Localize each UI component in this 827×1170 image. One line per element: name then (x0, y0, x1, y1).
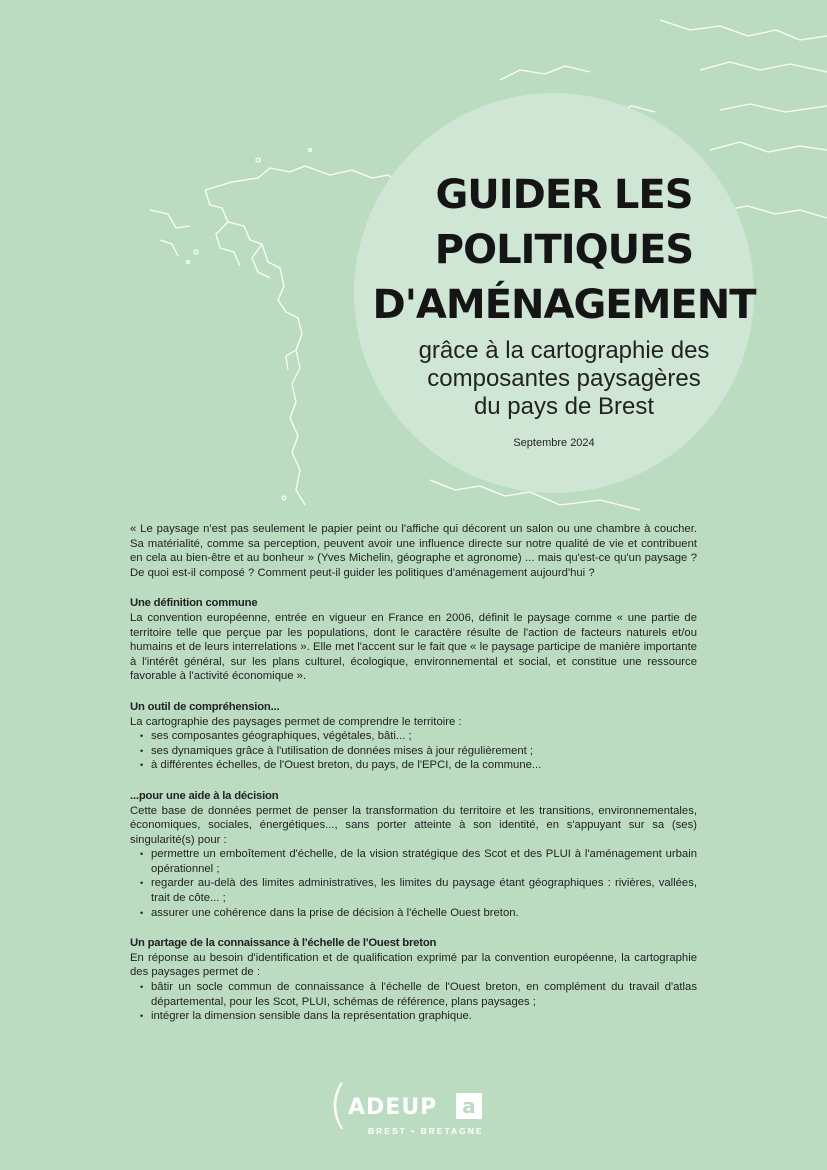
title-line-2: POLITIQUES (434, 227, 694, 273)
bullet-list (130, 729, 697, 773)
list-item: • permettre un emboîtement d'échelle, de la vision stratégique des Scot et des PLUI à l'aménagement urbain opérationnel ; (130, 847, 697, 876)
section-heading: Un outil de compréhension... (130, 700, 280, 713)
logo-bracket-icon: ( (328, 1075, 349, 1135)
logo-wordmark-suffix: a (456, 1093, 482, 1119)
list-item: • à différentes échelles, de l'Ouest breton, du pays, de l'EPCI, de la commune... (130, 758, 697, 773)
title-line-1: GUIDER LES (435, 172, 693, 218)
section-heading: Un partage de la connaissance à l'échelle de l'Ouest breton (130, 937, 437, 950)
adeupa-logo (328, 1075, 498, 1143)
section-definition (130, 596, 697, 684)
page-title (354, 168, 774, 333)
section-sharing (130, 936, 697, 1024)
subtitle-line-1: grâce à la cartographie des (418, 337, 710, 364)
list-item: • regarder au-delà des limites administratives, les limites du paysage étant géographiques : rivières, vallées, trait de côte... ; (130, 876, 697, 905)
publication-date: Septembre 2024 (513, 437, 595, 449)
list-item: • ses composantes géographiques, végétales, bâti... ; (130, 729, 697, 744)
subtitle-line-3: du pays de Brest (473, 393, 655, 420)
section-heading: Une définition commune (130, 597, 258, 610)
list-item: • assurer une cohérence dans la prise de décision à l'échelle Ouest breton. (130, 906, 697, 921)
logo-tagline: BREST • BRETAGNE (368, 1126, 484, 1136)
list-item: • bâtir un socle commun de connaissance à l'échelle de l'Ouest breton, en complément du travail d'atlas départemental, pour les Scot, PLUI, schémas de référence, plans paysages ; (130, 980, 697, 1009)
title-line-3: D'AMÉNAGEMENT (372, 282, 756, 328)
subtitle-line-2: composantes paysagères (427, 365, 701, 392)
bullet-list (130, 980, 697, 1024)
section-text: En réponse au besoin d'identification et de qualification exprimé par la convention européenne, la cartographie des paysages permet de : (130, 951, 697, 979)
body-content (130, 522, 697, 1024)
section-decision (130, 789, 697, 920)
logo-wordmark: ADEUP (348, 1095, 438, 1120)
section-text: La cartographie des paysages permet de comprendre le territoire : (130, 715, 462, 728)
list-item: • ses dynamiques grâce à l'utilisation de données mises à jour régulièrement ; (130, 744, 697, 759)
section-heading: ...pour une aide à la décision (130, 789, 279, 802)
section-tool (130, 700, 697, 773)
list-item: • intégrer la dimension sensible dans la représentation graphique. (130, 1009, 697, 1024)
intro-quote: « Le paysage n'est pas seulement le papier peint ou l'affiche qui décorent un salon ou une chambre à coucher. Sa matérialité, comme sa perception, peuvent avoir une influence directe sur notre qualité de vie et contribuent en cela au bien-être et au bonheur » (Yves Michelin, géographe et agronome) ... mais qu'est-ce qu'un paysage ? De quoi est-il composé ? Comment peut-il guider les politiques d'aménagement aujourd'hui ? (130, 523, 697, 579)
section-text: Cette base de données permet de penser la transformation du territoire et les transitions, environnementales, économiques, sociales, énergétiques..., sans porter atteinte à son identité, en s'appuyant sur sa (ses) singularité(s) pour : (130, 804, 697, 846)
bullet-list (130, 847, 697, 920)
section-text: La convention européenne, entrée en vigueur en France en 2006, définit le paysage comme « une partie de territoire telle que perçue par les populations, dont le caractère résulte de l'action de facteurs naturels et/ou humains et de leurs interrelations ». Elle met l'accent sur le fait que « le paysage participe de manière importante à l'intérêt général, sur les plans culturel, écologique, environnemental et social, et constitue une ressource favorable à l'activité économique ». (130, 611, 697, 683)
page-subtitle (374, 337, 754, 421)
